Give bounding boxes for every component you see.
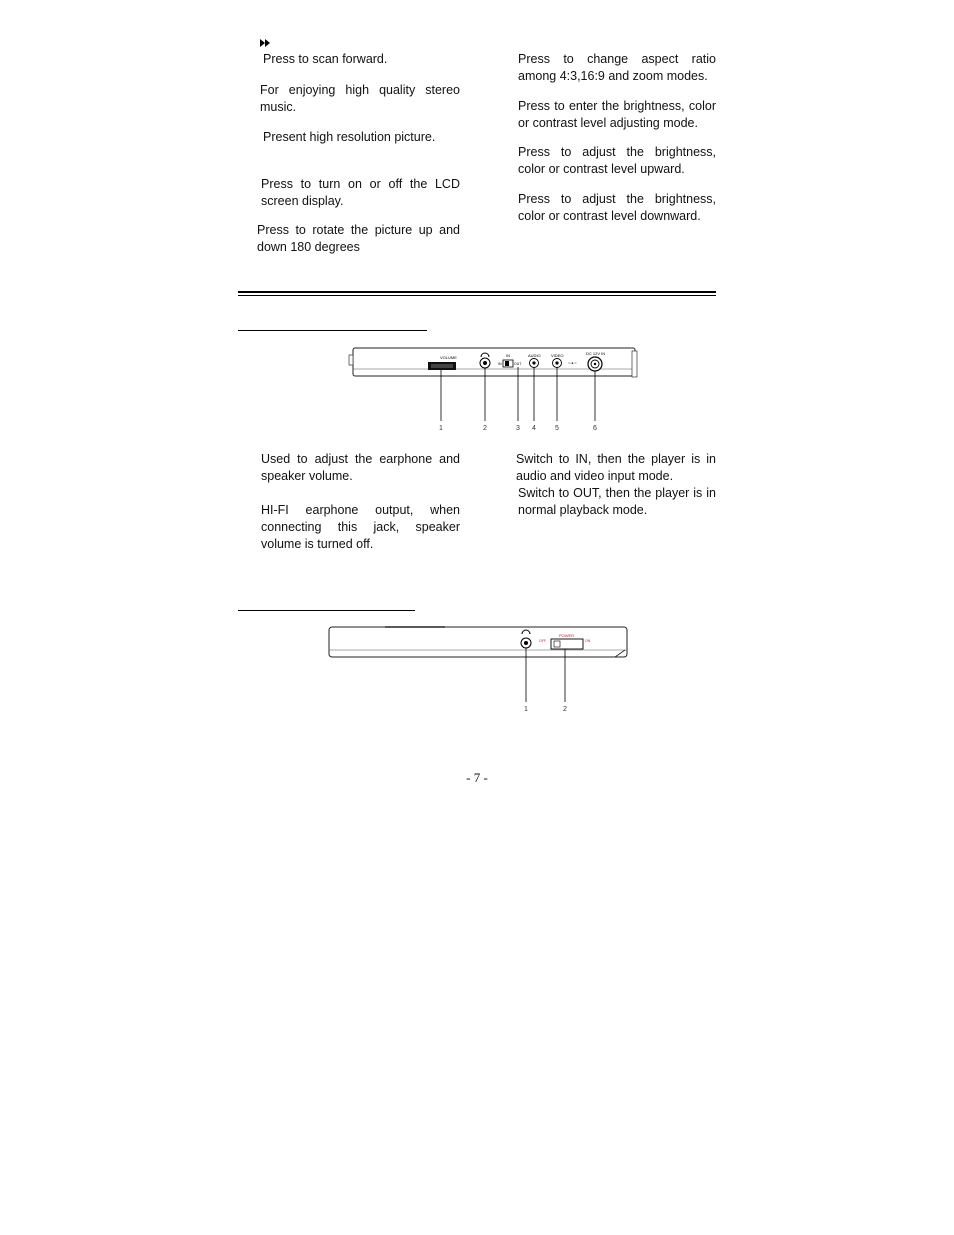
callout-3: 3 xyxy=(516,425,520,432)
power-off-label: OFF xyxy=(539,639,546,643)
power-callout-1: 1 xyxy=(524,706,528,713)
volume-label: VOLUME xyxy=(440,355,457,360)
page-number: - 7 - xyxy=(466,770,488,785)
fast-forward-icon xyxy=(259,38,271,48)
switch-out-description: Switch to OUT, then the player is in normal playback mode. xyxy=(518,486,716,517)
out-label: OUT xyxy=(514,362,522,366)
switch-in-description: Switch to IN, then the player is in audio and video input mode. xyxy=(516,452,716,483)
power-panel-diagram xyxy=(325,622,631,714)
earphone-description: HI-FI earphone output, when connecting this jack, speaker volume is turned off. xyxy=(261,503,460,551)
volume-description: Used to adjust the earphone and speaker volume. xyxy=(261,452,460,483)
in-label: IN xyxy=(506,353,510,358)
video-label: VIDEO xyxy=(551,353,564,358)
power-callout-2: 2 xyxy=(563,706,567,713)
section-heading-underline-1 xyxy=(238,330,427,331)
brightness-mode-text: Press to enter the brightness, color or contrast level adjusting mode. xyxy=(518,99,716,130)
callout-1: 1 xyxy=(439,425,443,432)
callout-2: 2 xyxy=(483,425,487,432)
side-panel-diagram xyxy=(348,345,640,435)
section-heading-underline-2 xyxy=(238,610,415,611)
in-label-side: IN xyxy=(498,362,502,366)
callout-5: 5 xyxy=(555,425,559,432)
callout-6: 6 xyxy=(593,425,597,432)
dc-polarity-symbol: ○-●-○ xyxy=(568,361,577,365)
section-divider-top xyxy=(238,291,716,293)
dc-in-label: DC 12V IN xyxy=(586,351,606,356)
callout-4: 4 xyxy=(532,425,536,432)
high-resolution-text: Present high resolution picture. xyxy=(263,130,436,144)
brightness-up-text: Press to adjust the brightness, color or contrast level upward. xyxy=(518,145,716,176)
rotate-picture-text: Press to rotate the picture up and down 180 degrees xyxy=(257,223,460,254)
power-on-label: ON xyxy=(585,639,591,643)
brightness-down-text: Press to adjust the brightness, color or contrast level downward. xyxy=(518,192,716,223)
aspect-ratio-text: Press to change aspect ratio among 4:3,16:9 and zoom modes. xyxy=(518,52,716,83)
lcd-display-text: Press to turn on or off the LCD screen display. xyxy=(261,177,460,208)
stereo-music-text: For enjoying high quality stereo music. xyxy=(260,83,460,114)
section-divider-bottom xyxy=(238,295,716,296)
audio-label: AUDIO xyxy=(528,353,541,358)
power-label: POWER xyxy=(559,633,575,638)
scan-forward-text: Press to scan forward. xyxy=(263,52,388,66)
